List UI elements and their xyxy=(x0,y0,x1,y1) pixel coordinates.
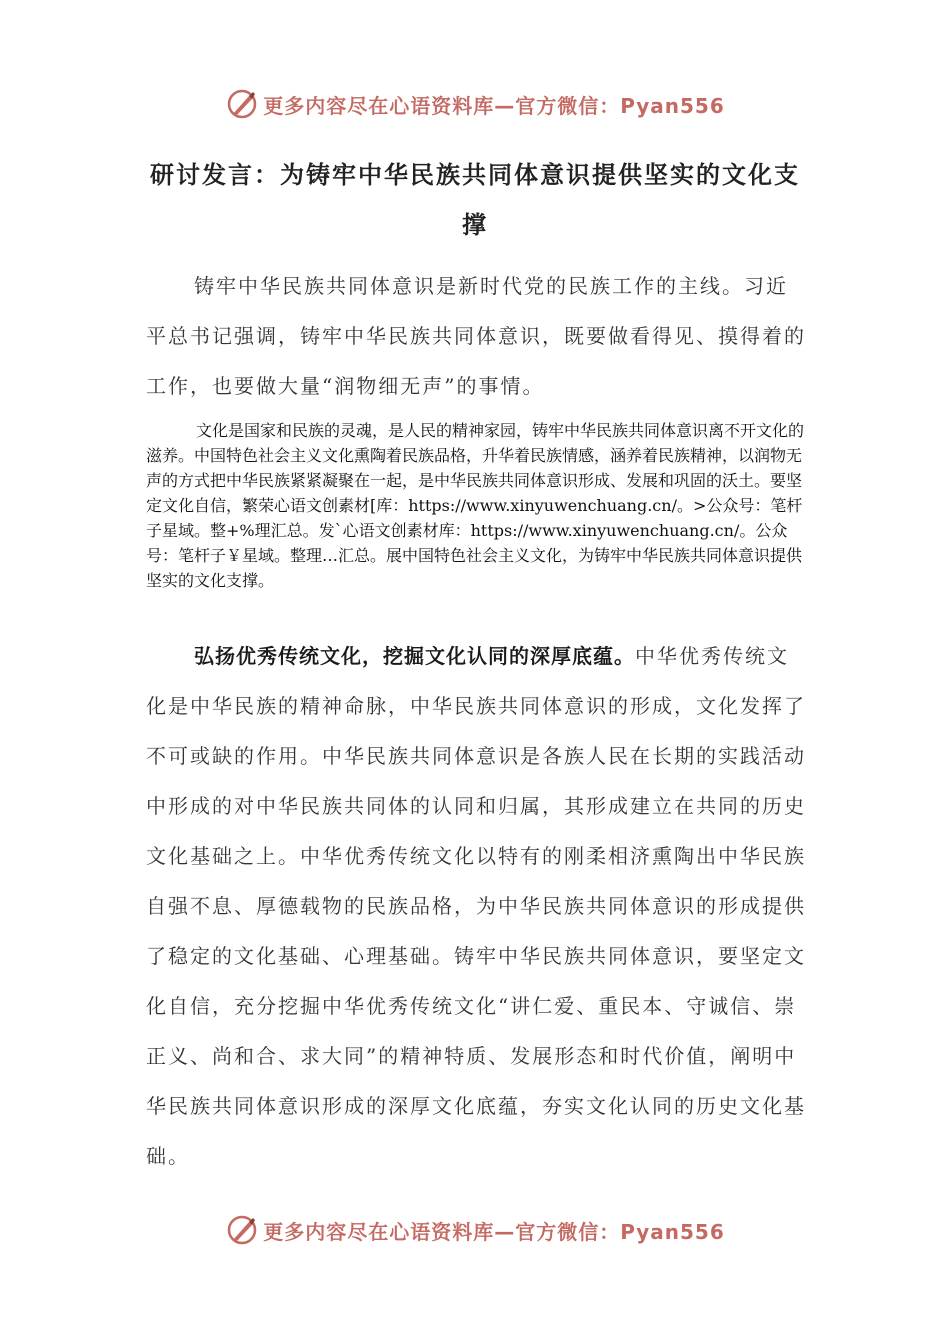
pen-logo-icon xyxy=(225,1213,259,1247)
body-paragraph-2: 文化是国家和民族的灵魂，是人民的精神家园，铸牢中华民族共同体意识离不开文化的滋养。中国特色社会主义文化熏陶着民族品格，升华着民族情感，涵养着民族精神，以润物无声的方式把中华民族紧紧凝聚在一起，是中华民族共同体意识形成、发展和巩固的沃土。要坚定文化自信，繁荣心语文创素材[库：https://www.xinyuwenchuang.cn/。>公众号：笔杆子星域。整+%理汇总。发`心语文创素材库：https://www.xinyuwenchuang.cn/。公众号：笔杆子￥星域。整理…汇总。展中国特色社会主义文化，为铸牢中华民族共同体意识提供坚实的文化支撑。 xyxy=(146,421,805,590)
pen-logo-icon xyxy=(225,87,259,121)
header-banner-text: 更多内容尽在心语资料库—官方微信：Pyan556 xyxy=(263,93,725,118)
intro-paragraph: 铸牢中华民族共同体意识是新时代党的民族工作的主线。习近平总书记强调，铸牢中华民族共同体意识，既要做看得见、摸得着的工作，也要做大量“润物细无声”的事情。 xyxy=(146,274,806,398)
header-banner xyxy=(0,84,950,124)
footer-banner xyxy=(0,1210,950,1250)
body-paragraph-3 xyxy=(146,631,806,1181)
section-heading: 弘扬优秀传统文化，挖掘文化认同的深厚底蕴。 xyxy=(194,644,635,668)
footer-banner-text: 更多内容尽在心语资料库—官方微信：Pyan556 xyxy=(263,1219,725,1244)
page-title: 研讨发言：为铸牢中华民族共同体意识提供坚实的文化支撑 xyxy=(150,161,800,239)
section-body: 中华优秀传统文化是中华民族的精神命脉，中华民族共同体意识的形成，文化发挥了不可或缺的作用。中华民族共同体意识是各族人民在长期的实践活动中形成的对中华民族共同体的认同和归属，其形成建立在共同的历史文化基础之上。中华优秀传统文化以特有的刚柔相济熏陶出中华民族自强不息、厚德载物的民族品格，为中华民族共同体意识的形成提供了稳定的文化基础、心理基础。铸牢中华民族共同体意识，要坚定文化自信，充分挖掘中华优秀传统文化“讲仁爱、重民本、守诚信、崇正义、尚和合、求大同”的精神特质、发展形态和时代价值，阐明中华民族共同体意识形成的深厚文化底蕴，夯实文化认同的历史文化基础。 xyxy=(146,644,806,1168)
